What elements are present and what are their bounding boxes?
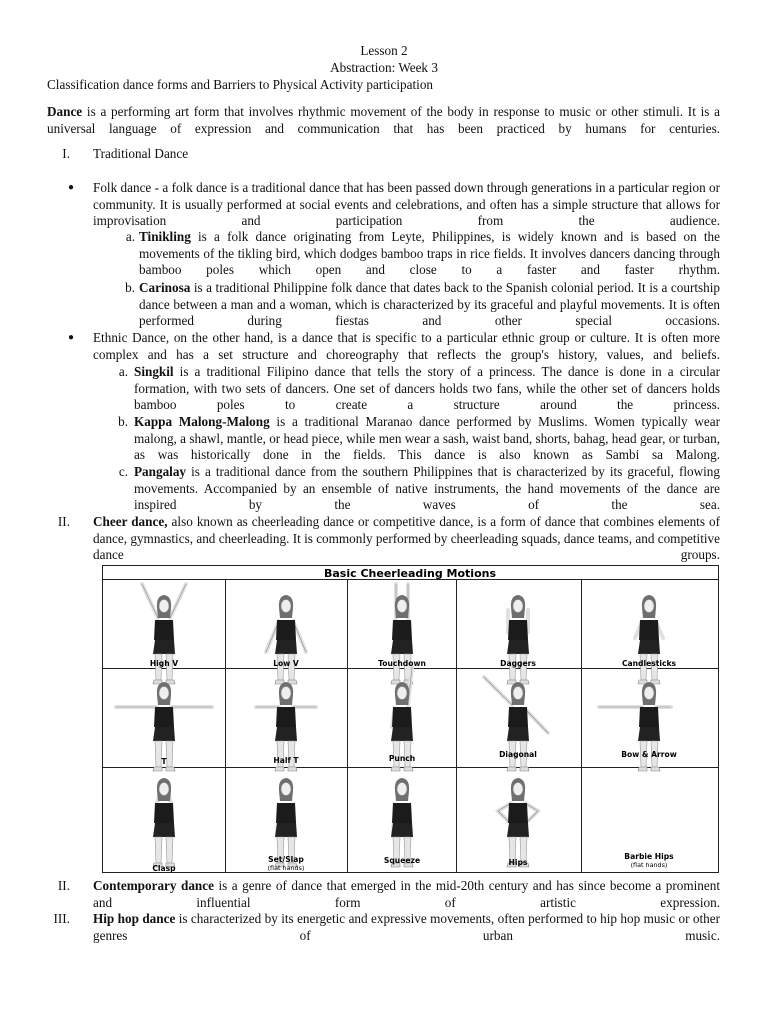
bullet-icon: ●: [68, 182, 75, 193]
label-t: T: [161, 757, 167, 766]
label-low-v: Low V: [273, 659, 299, 668]
sublabel-set-slap: (flat hands): [267, 864, 305, 872]
hiphop-term: Hip hop dance: [93, 911, 176, 926]
figure-title: Basic Cheerleading Motions: [323, 567, 497, 580]
sublabel-barbie-hips: (flat hands): [630, 861, 668, 869]
label-candlesticks: Candlesticks: [621, 659, 677, 668]
label-touchdown: Touchdown: [378, 659, 426, 668]
singkil-text: is a traditional Filipino dance that tells the story of a princess. The dance is done in a circular formation, with two sets of dancers. One set of dancers holds two fans, while the other set of dancers holds bamboo poles to create a structure around the princess.: [134, 364, 720, 413]
lesson-subtitle: Abstraction: Week 3: [330, 60, 438, 75]
section1-title: Traditional Dance: [93, 146, 189, 161]
contemporary-term: Contemporary dance: [93, 878, 214, 893]
list-letter: c.: [118, 464, 128, 479]
list-letter: b.: [125, 280, 135, 295]
section4-number: III.: [53, 911, 70, 926]
hiphop-dance-paragraph: [93, 911, 720, 961]
lesson-title: Lesson 2: [360, 43, 408, 58]
label-punch: Punch: [388, 754, 416, 763]
label-diagonal: Diagonal: [499, 750, 537, 759]
cheer-term: Cheer dance,: [93, 514, 168, 529]
label-bow-arrow: Bow & Arrow: [621, 750, 677, 759]
list-letter: a.: [118, 364, 128, 379]
intro-text: is a performing art form that involves rhythmic movement of the body in response to music or other stimuli. It is a universal language of expression and communication that has been practiced by humans for centuries.: [47, 104, 720, 136]
pangalay-text: is a traditional dance from the southern Philippines that is characterized by its graceful, flowing movements. Accompanied by an ensemble of native instruments, the hand movements of the dance are inspired by the waves of the sea.: [134, 464, 720, 513]
kappa-term: Kappa Malong-Malong: [134, 414, 270, 429]
label-half-t: Half T: [273, 756, 299, 765]
section2-number: II.: [57, 514, 70, 529]
cheerleading-motions-figure: [102, 565, 719, 873]
section3-number: II.: [57, 878, 70, 893]
pangalay-term: Pangalay: [134, 464, 187, 479]
intro-term: Dance: [47, 104, 83, 119]
carinosa-text: is a traditional Philippine folk dance that dates back to the Spanish colonial period. It is a courtship dance between a man and a woman, which is characterized by its graceful and playful movements. It is often performed during fiestas and other special occasions.: [139, 280, 720, 329]
lesson-heading: Classification dance forms and Barriers to Physical Activity participation: [47, 77, 434, 92]
carinosa-term: Carinosa: [139, 280, 191, 295]
label-squeeze: Squeeze: [383, 856, 421, 865]
label-barbie-hips: Barbie Hips: [624, 852, 674, 861]
list-letter: a.: [125, 229, 135, 244]
label-high-v: High V: [149, 659, 179, 668]
label-hips: Hips: [508, 858, 528, 867]
tinikling-text: is a folk dance originating from Leyte, Philippines, is widely known and is based on the movements of the tikling bird, which dodges bamboo traps in rice fields. It involves dancers dancing through bamboo poles which open and close to a faster and faster rhythm.: [139, 229, 720, 278]
singkil-term: Singkil: [134, 364, 174, 379]
label-set-slap: Set/Slap: [268, 855, 304, 864]
hiphop-text: is characterized by its energetic and expressive movements, often performed to hip hop music or other genres of urban music.: [93, 911, 720, 943]
contemporary-text: is a genre of dance that emerged in the mid-20th century and has since become a prominent and influential form of artistic expression.: [93, 878, 720, 910]
bullet-icon: ●: [68, 332, 75, 343]
kappa-text: is a traditional Maranao dance performed by Muslims. Women typically wear malong, a shawl, mantle, or head piece, while men wear a sash, waist band, shorts, bahag, head gear, or turban, as was historically done in the fields. This dance is also known as Sambi sa Malong.: [134, 414, 721, 463]
tinikling-term: Tinikling: [139, 229, 191, 244]
label-daggers: Daggers: [500, 659, 536, 668]
section1-number: I.: [62, 146, 70, 161]
list-letter: b.: [118, 414, 128, 429]
ethnic-dance-paragraph: Ethnic Dance, on the other hand, is a dance that is specific to a particular ethnic group or culture. It is often more complex and has a set structure and choreography that reflects the group's history, values, and beliefs.: [93, 330, 720, 362]
label-clasp: Clasp: [152, 864, 176, 873]
folk-dance-paragraph: Folk dance - a folk dance is a traditional dance that has been passed down through generations in a particular region or community. It is usually performed at social events and celebrations, and often has a simple structure that allows for improvisation and participation from the audience.: [93, 180, 720, 229]
cheer-text: also known as cheerleading dance or competitive dance, is a form of dance that combines elements of dance, gymnastics, and cheerleading. It is commonly performed by cheerleading squads, dance teams, and competitive dance groups.: [93, 514, 720, 563]
